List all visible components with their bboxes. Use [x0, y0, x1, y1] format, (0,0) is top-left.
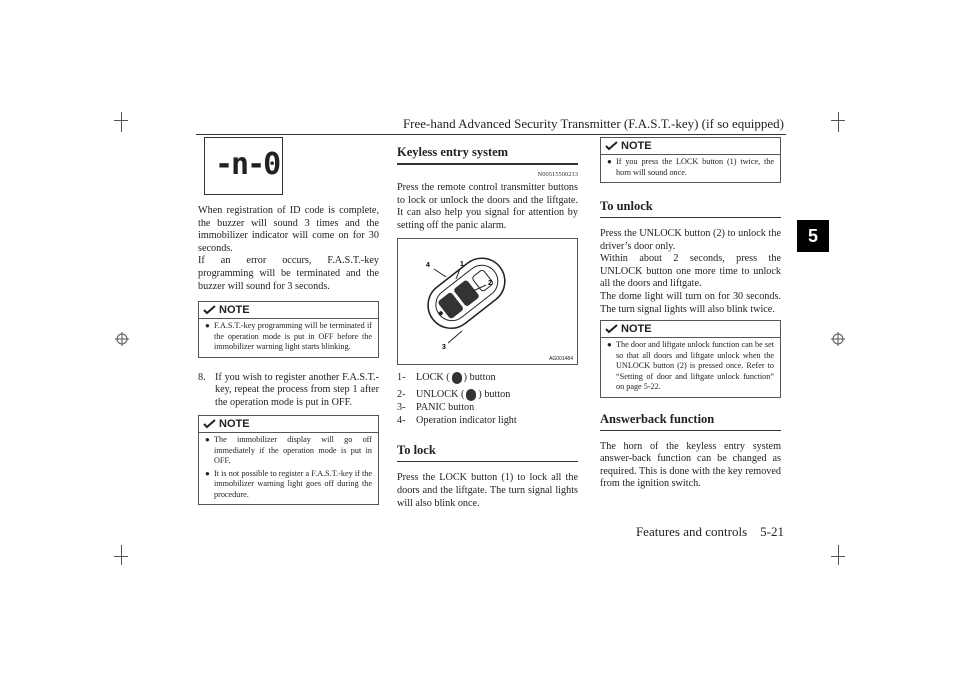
note-box	[198, 301, 379, 358]
note-item: ● The immobilizer display will go off immediately if the operation mode is put in OFF.	[205, 435, 372, 466]
note-icon	[203, 305, 216, 315]
page-footer	[636, 524, 784, 540]
unlock-icon	[466, 389, 476, 401]
note-icon	[605, 141, 618, 151]
note-header	[601, 321, 780, 338]
bullet-icon: ●	[205, 321, 210, 331]
crop-mark	[121, 112, 122, 132]
callout-label: 4	[426, 262, 430, 270]
page-header-title: Free-hand Advanced Security Transmitter (F.A.S.T.-key) (if so equipped)	[402, 116, 784, 131]
remote-key-illustration-icon	[398, 239, 579, 364]
note-item: ● If you press the LOCK button (1) twice, the horn will sound once.	[607, 157, 774, 177]
section-title-keyless-entry: Keyless entry system	[397, 145, 509, 159]
bullet-icon: ●	[205, 468, 210, 478]
note-label: NOTE	[621, 140, 652, 152]
unlock-text-3: The dome light will turn on for 30 seconds. The turn signal lights will also blink twice.	[600, 290, 781, 315]
column-2	[397, 137, 578, 510]
note-label: NOTE	[219, 304, 250, 317]
registration-mark-icon	[831, 332, 845, 346]
step-number: 8.	[198, 371, 206, 383]
note-box	[600, 137, 781, 183]
document-code: N00515500213	[537, 171, 578, 178]
section-rule	[397, 163, 578, 165]
note-item: ● The door and liftgate unlock function can be set so that all doors and liftgate unlock when the UNLOCK button (2) is pressed once. Refer to “Setting of door and liftgate unlock function” on page 5-22.	[607, 340, 774, 392]
lcd-display-text: -n-0	[215, 147, 280, 182]
registration-complete-text: When registration of ID code is complete, the buzzer will sound 3 times and the immobilizer indicator will come on for 30 seconds.	[198, 205, 379, 254]
bullet-icon: ●	[205, 435, 210, 445]
lock-text: Press the LOCK button (1) to lock all the doors and the liftgate. The turn signal lights will also blink once.	[397, 472, 578, 509]
footer-section: Features and controls	[635, 524, 748, 539]
unlock-text-1: Press the UNLOCK button (2) to unlock the driver’s door only.	[600, 228, 781, 252]
note-box	[600, 320, 781, 398]
section-rule	[600, 430, 781, 431]
bullet-icon: ●	[607, 157, 612, 166]
note-label: NOTE	[219, 418, 250, 431]
legend-item-lock: 1- LOCK ( ) button	[397, 372, 496, 384]
legend-item-indicator: 4- Operation indicator light	[397, 415, 517, 427]
legend-item-unlock: 2- UNLOCK ( ) button	[397, 389, 511, 401]
note-item: ● It is not possible to register a F.A.S.T.-key if the immobilizer warning light goes off during the procedure.	[205, 468, 372, 499]
lock-icon	[452, 372, 462, 384]
note-box	[198, 415, 379, 505]
crop-mark	[831, 120, 845, 121]
crop-mark	[121, 545, 122, 565]
note-item: ● F.A.S.T.-key programming will be terminated if the operation mode is put in OFF before the immobilizer warning light starts blinking.	[205, 321, 372, 352]
note-icon	[203, 419, 216, 429]
footer-page-number: 5-21	[760, 524, 784, 539]
section-title-to-unlock: To unlock	[600, 199, 653, 213]
note-label: NOTE	[621, 323, 652, 336]
crop-mark	[838, 545, 839, 565]
bullet-icon: ●	[607, 340, 612, 350]
note-header	[601, 138, 780, 155]
column-3	[600, 137, 781, 491]
callout-label: 1	[460, 261, 464, 269]
section-title-to-lock: To lock	[397, 443, 436, 458]
callout-label: 3	[442, 344, 446, 352]
keyless-intro-text: Press the remote control transmitter buttons to lock or unlock the doors and the liftgate. It can also help you signal for attention by setting off the panic alarm.	[397, 182, 578, 231]
section-rule	[397, 461, 578, 462]
note-header	[199, 416, 378, 433]
registration-error-text: If an error occurs, F.A.S.T.-key programming will be terminated and the buzzer will sound for 3 seconds.	[198, 255, 379, 292]
unlock-text-2: Within about 2 seconds, press the UNLOCK button one more time to unlock all the doors and liftgate.	[600, 253, 781, 290]
remote-transmitter-figure	[397, 238, 578, 365]
note-header	[199, 302, 378, 319]
crop-mark	[831, 556, 845, 557]
chapter-tab: 5	[797, 220, 829, 252]
crop-mark	[114, 556, 128, 557]
legend-item-panic: 3- PANIC button	[397, 402, 475, 414]
step-8	[198, 372, 379, 410]
callout-label: 2	[488, 280, 492, 288]
lcd-display-illustration	[204, 137, 283, 195]
step-text: If you wish to register another F.A.S.T.-key, repeat the process from step 1 after the operation mode is put in OFF.	[215, 371, 379, 408]
section-rule	[600, 217, 781, 218]
column-1	[198, 137, 379, 513]
header-rule	[196, 134, 786, 135]
answerback-text: The horn of the keyless entry system answer-back function can be changed as required. This is done with the key removed from the ignition switch.	[600, 440, 781, 490]
registration-mark-icon	[115, 332, 129, 346]
section-title-answerback: Answerback function	[600, 411, 715, 426]
crop-mark	[838, 112, 839, 132]
note-icon	[605, 324, 618, 334]
figure-id: AG001484	[549, 356, 573, 363]
crop-mark	[114, 120, 128, 121]
